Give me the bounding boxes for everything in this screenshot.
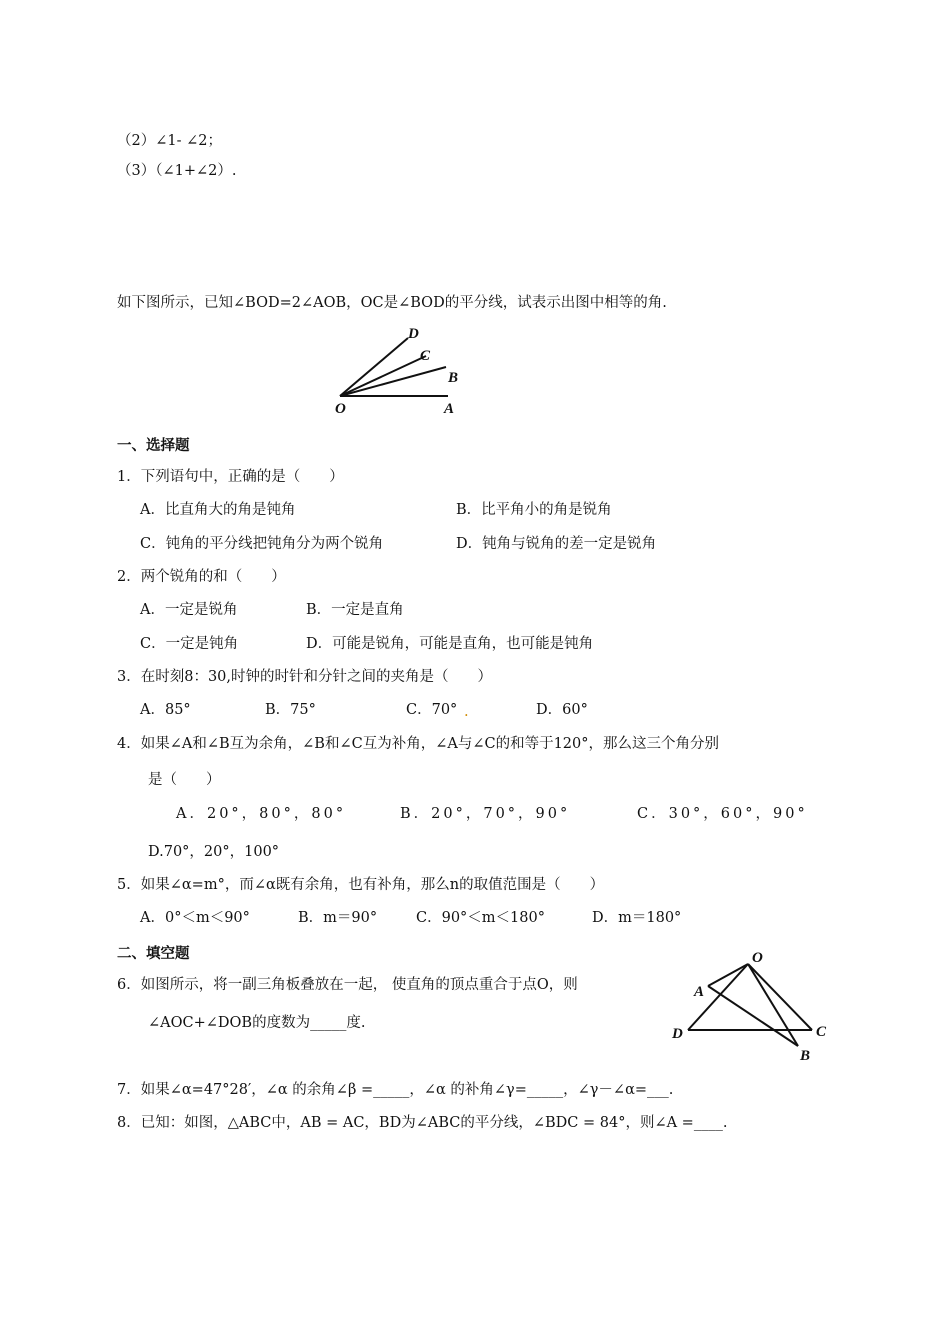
section-title-fill: 二、填空题 — [117, 946, 190, 962]
q6-line2: ∠AOC+∠DOB的度数为_____度. — [148, 1015, 366, 1031]
q4-stem-line2: 是（ ） — [148, 772, 221, 788]
q1-stem: 1．下列语句中，正确的是（ ） — [117, 469, 344, 485]
q5-stem: 5．如果∠α=m°，而∠α既有余角，也有补角，那么n的取值范围是（ ） — [117, 877, 605, 893]
label-c: C — [816, 1024, 827, 1040]
q5-option-b: B．m＝90° — [298, 910, 378, 926]
q7-text: 7．如果∠α=47°28′，∠α 的余角∠β =_____，∠α 的补角∠γ=_____，∠γ－∠α=___. — [117, 1082, 674, 1098]
label-o: O — [335, 401, 346, 417]
q5-option-a: A．0°＜m＜90° — [140, 910, 250, 926]
triangle-boards-figure — [668, 946, 840, 1066]
q2-option-a: A．一定是锐角 — [140, 602, 238, 618]
label-c: C — [420, 348, 431, 364]
q5-option-d: D．m＝180° — [592, 910, 682, 926]
label-b: B — [448, 370, 459, 386]
angle-problem-text: 如下图所示，已知∠BOD=2∠AOB，OC是∠BOD的平分线，试表示出图中相等的角. — [117, 295, 667, 311]
intro-item-2: （2）∠1- ∠2； — [117, 133, 222, 149]
segment-ab — [708, 986, 798, 1046]
q2-option-b: B．一定是直角 — [306, 602, 404, 618]
q1-option-d: D．钝角与锐角的差一定是锐角 — [456, 536, 657, 552]
q2-option-d: D．可能是锐角，可能是直角，也可能是钝角 — [306, 636, 594, 652]
q6-line1: 6．如图所示，将一副三角板叠放在一起， 使直角的顶点重合于点O，则 — [117, 977, 578, 993]
q3-option-a: A．85° — [140, 702, 191, 718]
q3-option-b: B．75° — [265, 702, 316, 718]
q4-stem-line1: 4．如果∠A和∠B互为余角，∠B和∠C互为补角，∠A与∠C的和等于120°，那么这三个角分别 — [117, 736, 719, 752]
label-b: B — [800, 1048, 811, 1064]
q1-option-c: C．钝角的平分线把钝角分为两个锐角 — [140, 536, 384, 552]
segment-oa — [708, 964, 748, 986]
q1-option-b: B．比平角小的角是锐角 — [456, 502, 612, 518]
q3-option-d: D．60° — [536, 702, 588, 718]
q4-option-c: C．30°，60°，90° — [637, 806, 808, 822]
q4-option-b: B．20°，70°，90° — [400, 806, 571, 822]
q1-option-a: A．比直角大的角是钝角 — [140, 502, 296, 518]
angle-bisector-figure — [330, 322, 470, 418]
label-a: A — [444, 401, 455, 417]
q4-option-d: D.70°，20°，100° — [148, 844, 280, 860]
q8-text: 8．已知：如图，△ABC中，AB = AC，BD为∠ABC的平分线，∠BDC = 84°，则∠A =____. — [117, 1115, 728, 1131]
q3-option-c: C．70° — [406, 702, 458, 718]
q2-stem: 2．两个锐角的和（ ） — [117, 569, 286, 585]
label-a: A — [694, 984, 705, 1000]
q5-option-c: C．90°＜m＜180° — [416, 910, 545, 926]
segment-ob — [748, 964, 798, 1046]
label-d: D — [408, 326, 419, 342]
q3-stem: 3．在时刻8：30,时钟的时针和分针之间的夹角是（ ） — [117, 669, 493, 685]
label-o: O — [752, 950, 763, 966]
section-title-choice: 一、选择题 — [117, 438, 190, 454]
q4-option-a: A．20°，80°，80° — [176, 806, 347, 822]
stray-dot-mark: . — [464, 704, 469, 720]
label-d: D — [672, 1026, 683, 1042]
q2-option-c: C．一定是钝角 — [140, 636, 239, 652]
intro-item-3: （3）（∠1+∠2）. — [117, 163, 237, 179]
